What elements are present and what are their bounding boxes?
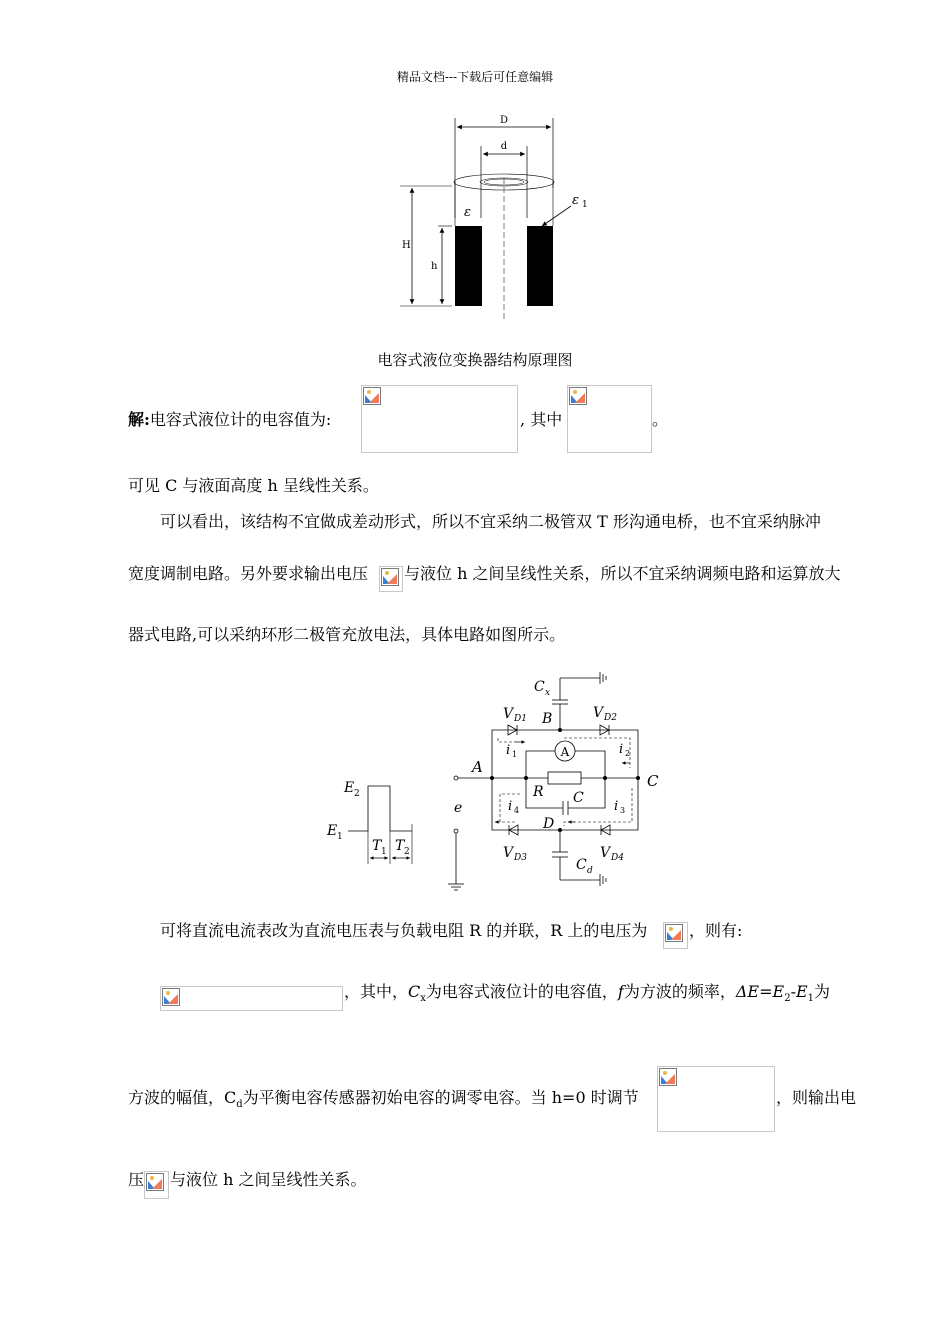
para1-period: 。 (652, 410, 669, 429)
label-VD2-sub: D2 (604, 713, 617, 723)
label-VD2: V (593, 705, 604, 721)
label-epsilon: ε (464, 205, 471, 220)
para3-line2b: 与液位 h 之间呈线性关系，所以不宜采纳调频电路和运算放大 (404, 564, 841, 583)
label-D: D (543, 816, 555, 832)
broken-image-icon (569, 387, 587, 405)
label-Cd: C (576, 857, 587, 873)
para7-a: 压 (128, 1170, 145, 1189)
formula-image-placeholder (144, 1171, 169, 1199)
label-R: R (533, 784, 544, 800)
solution-label: 解: (128, 410, 150, 429)
label-VD1-sub: D1 (514, 714, 527, 724)
formula-image-placeholder (379, 566, 403, 592)
formula-image-placeholder (567, 385, 652, 453)
label-i1-sub: 1 (512, 750, 518, 759)
label-h: h (431, 261, 438, 272)
broken-image-icon (381, 568, 399, 586)
label-VD3: V (503, 845, 514, 861)
label-E1-sub: 1 (337, 832, 343, 842)
para1-comma: , 其中 (520, 410, 563, 429)
figure1-caption: 电容式液位变换器结构原理图 (377, 351, 573, 369)
label-VD4-sub: D4 (611, 853, 624, 863)
label-D: D (499, 115, 509, 126)
label-T2-sub: 2 (404, 847, 410, 857)
label-Cx: C (534, 679, 545, 695)
label-i3-sub: 3 (620, 806, 626, 815)
label-E2-sub: 2 (354, 789, 360, 799)
level-transducer-diagram (390, 108, 600, 323)
broken-image-icon (665, 924, 683, 942)
broken-image-icon (162, 988, 180, 1006)
formula-image-placeholder (663, 922, 688, 949)
para6-tail: ，则输出电 (776, 1088, 857, 1107)
label-ammeter: A (560, 745, 570, 759)
ring-diode-circuit-diagram (320, 668, 680, 900)
label-i2: i (619, 742, 624, 757)
page-header: 精品文档---下载后可任意编辑 (396, 70, 554, 84)
label-Cx-sub: x (545, 688, 551, 698)
label-VD1: V (503, 706, 514, 722)
formula-image-placeholder (361, 385, 518, 453)
para7-b: 与液位 h 之间呈线性关系。 (170, 1170, 367, 1189)
label-E2: E (344, 780, 355, 796)
label-e: e (454, 800, 463, 816)
label-T1-sub: 1 (381, 847, 387, 857)
label-i2-sub: 2 (625, 749, 631, 758)
para2-text: 可见 C 与液面高度 h 呈线性关系。 (128, 476, 379, 495)
para3-line1: 可以看出，该结构不宜做成差动形式，所以不宜采纳二极管双 T 形沟通电桥，也不宜采纳脉冲 (160, 512, 821, 531)
label-H: H (402, 240, 411, 251)
para6-text: 方波的幅值，$C_d$为平衡电容传感器初始电容的调零电容。当 h=0 时调节 (128, 1088, 639, 1111)
label-i3: i (614, 799, 619, 814)
para3-line2a: 宽度调制电路。另外要求输出电压 (128, 564, 369, 583)
broken-image-icon (363, 387, 381, 405)
label-B: B (542, 711, 553, 727)
label-VD3-sub: D3 (514, 853, 527, 863)
label-A: A (472, 758, 483, 776)
label-Cd-sub: d (587, 866, 593, 876)
para4-tail: ，则有: (689, 921, 743, 940)
label-C-mid: C (573, 790, 584, 806)
formula-image-placeholder (657, 1066, 775, 1132)
label-d: d (500, 141, 508, 152)
label-T2: T (395, 838, 405, 854)
label-VD4: V (600, 845, 611, 861)
label-C: C (647, 772, 659, 790)
broken-image-icon (146, 1173, 164, 1191)
label-T1: T (372, 838, 382, 854)
label-i4: i (508, 799, 513, 814)
broken-image-icon (659, 1068, 677, 1086)
label-i4-sub: 4 (514, 806, 520, 815)
label-i1: i (506, 743, 511, 758)
para5-text: ，其中，$C_x$为电容式液位计的电容值，f为方波的频率，$\Delta E=E_2-E_1$为 (344, 982, 831, 1005)
label-epsilon1: ε (572, 193, 579, 208)
label-epsilon1-sub: 1 (582, 200, 588, 210)
para1-text: 解:电容式液位计的电容值为: (128, 410, 332, 429)
label-E1: E (327, 823, 338, 839)
formula-image-placeholder (160, 986, 343, 1011)
para4-text: 可将直流电流表改为直流电压表与负载电阻 R 的并联，R 上的电压为 (160, 921, 648, 940)
para3-line3: 器式电路,可以采纳环形二极管充放电法，具体电路如图所示。 (128, 625, 566, 644)
